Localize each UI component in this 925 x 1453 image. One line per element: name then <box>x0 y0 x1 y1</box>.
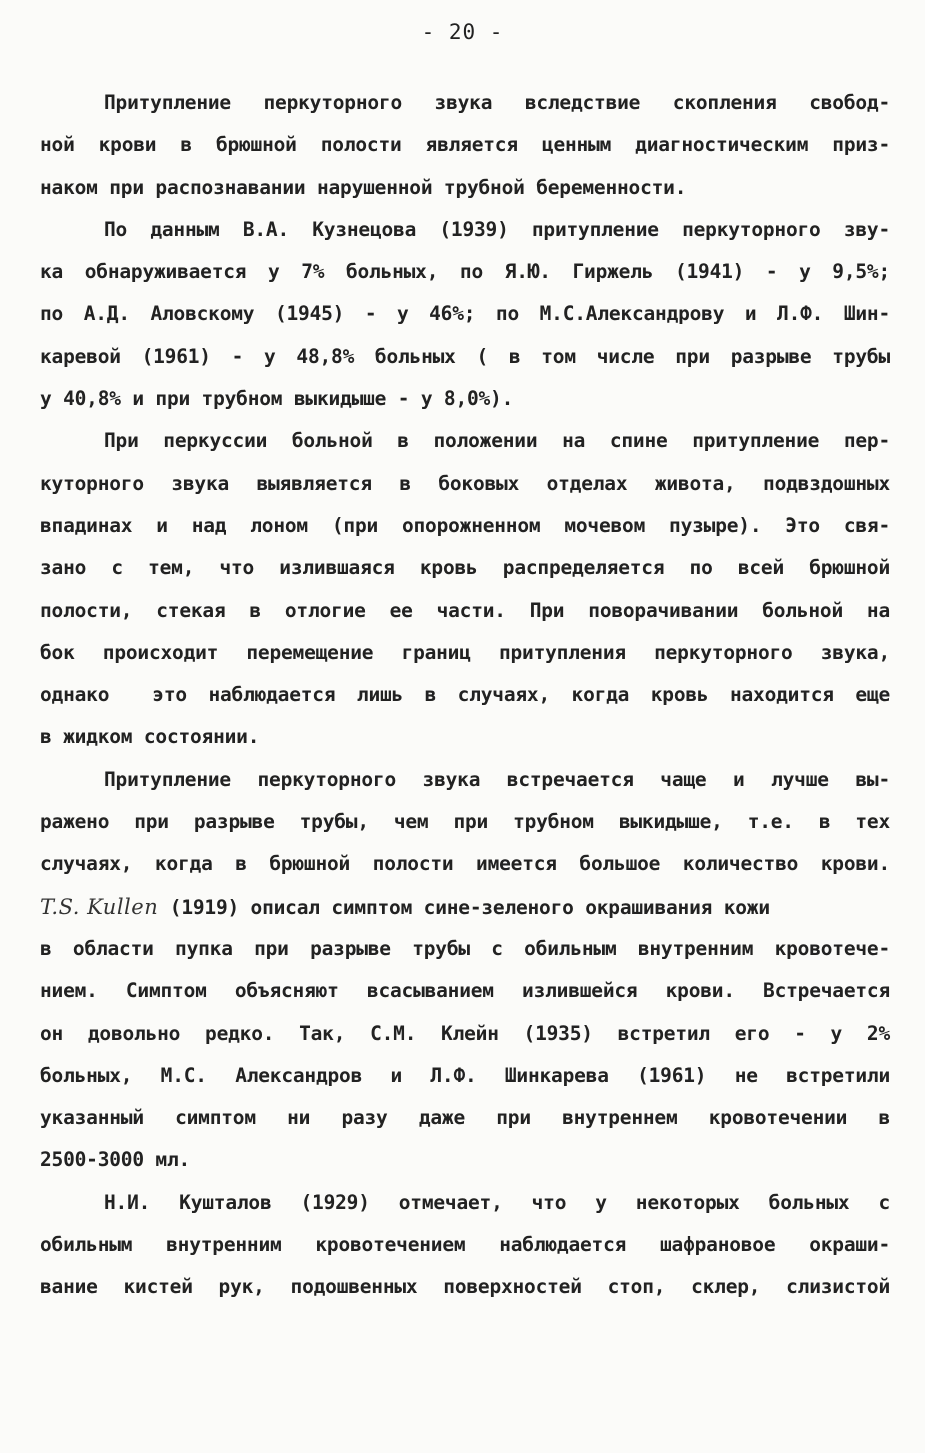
text-line: При перкуссии больной в положении на спине притупление пер- <box>104 429 890 453</box>
text-line: больных, М.С. Александров и Л.Ф. Шинкарева (1961) не встретили <box>40 1063 890 1087</box>
text-line: Притупление перкуторного звука встречается чаще и лучше вы- <box>104 767 890 791</box>
text-line: по А.Д. Аловскому (1945) - у 46%; по М.С.Александрову и Л.Ф. Шин- <box>40 302 890 326</box>
text-line: каревой (1961) - у 48,8% больных ( в том числе при разрыве трубы <box>40 344 890 368</box>
handwritten-name: T.S. Kullen <box>40 894 159 919</box>
text-line: вание кистей рук, подошвенных поверхностей стоп, склер, слизистой <box>40 1275 890 1299</box>
paragraph <box>40 1182 890 1309</box>
text-line: нием. Симптом объясняют всасыванием излившейся крови. Встречается <box>40 979 890 1003</box>
text-line: в жидком состоянии. <box>40 725 260 749</box>
paragraph <box>40 82 890 209</box>
page-number: - 20 - <box>421 20 504 44</box>
text-line: 2500-3000 мл. <box>40 1148 191 1172</box>
text-line: полости, стекая в отлогие ее части. При поворачивании больной на <box>40 598 890 622</box>
paragraph <box>40 759 890 1182</box>
text-line: бок происходит перемещение границ притупления перкуторного звука, <box>40 640 890 664</box>
text-line: наком при распознавании нарушенной трубной беременности. <box>40 175 687 199</box>
text-line: Н.И. Кушталов (1929) отмечает, что у некоторых больных с <box>104 1190 890 1214</box>
text-line: обильным внутренним кровотечением наблюдается шафрановое окраши- <box>40 1233 890 1257</box>
text-line: ной крови в брюшной полости является ценным диагностическим приз- <box>40 133 890 157</box>
text-line: он довольно редко. Так, С.М. Клейн (1935) встретил его - у 2% <box>40 1021 890 1045</box>
text-line: Притупление перкуторного звука вследствие скопления свобод- <box>104 91 890 114</box>
text-line: указанный симптом ни разу даже при внутреннем кровотечении в <box>40 1106 890 1130</box>
text-line-with-handwriting <box>40 886 890 928</box>
paragraph <box>40 420 890 758</box>
text-line: в области пупка при разрыве трубы с обильным внутренним кровотече- <box>40 936 890 960</box>
text-line: зано с тем, что излившаяся кровь распределяется по всей брюшной <box>40 556 890 580</box>
text-line-rest: (1919) описал симптом сине-зеленого окрашивания кожи <box>169 895 770 919</box>
text-line: однако это наблюдается лишь в случаях, когда кровь находится еще <box>40 683 890 707</box>
text-line: у 40,8% и при трубном выкидыше - у 8,0%). <box>40 387 514 411</box>
text-line: По данным В.А. Кузнецова (1939) притупление перкуторного зву- <box>104 217 890 241</box>
text-line: ражено при разрыве трубы, чем при трубном выкидыше, т.е. в тех <box>40 810 890 834</box>
document-body <box>40 82 890 1309</box>
text-line: случаях, когда в брюшной полости имеется большое количество крови. <box>40 852 890 876</box>
text-line: куторного звука выявляется в боковых отделах живота, подвздошных <box>40 471 890 495</box>
paragraph <box>40 209 890 420</box>
text-line: ка обнаруживается у 7% больных, по Я.Ю. Гиржель (1941) - у 9,5%; <box>40 260 890 284</box>
text-line: впадинах и над лоном (при опорожненном мочевом пузыре). Это свя- <box>40 513 890 537</box>
